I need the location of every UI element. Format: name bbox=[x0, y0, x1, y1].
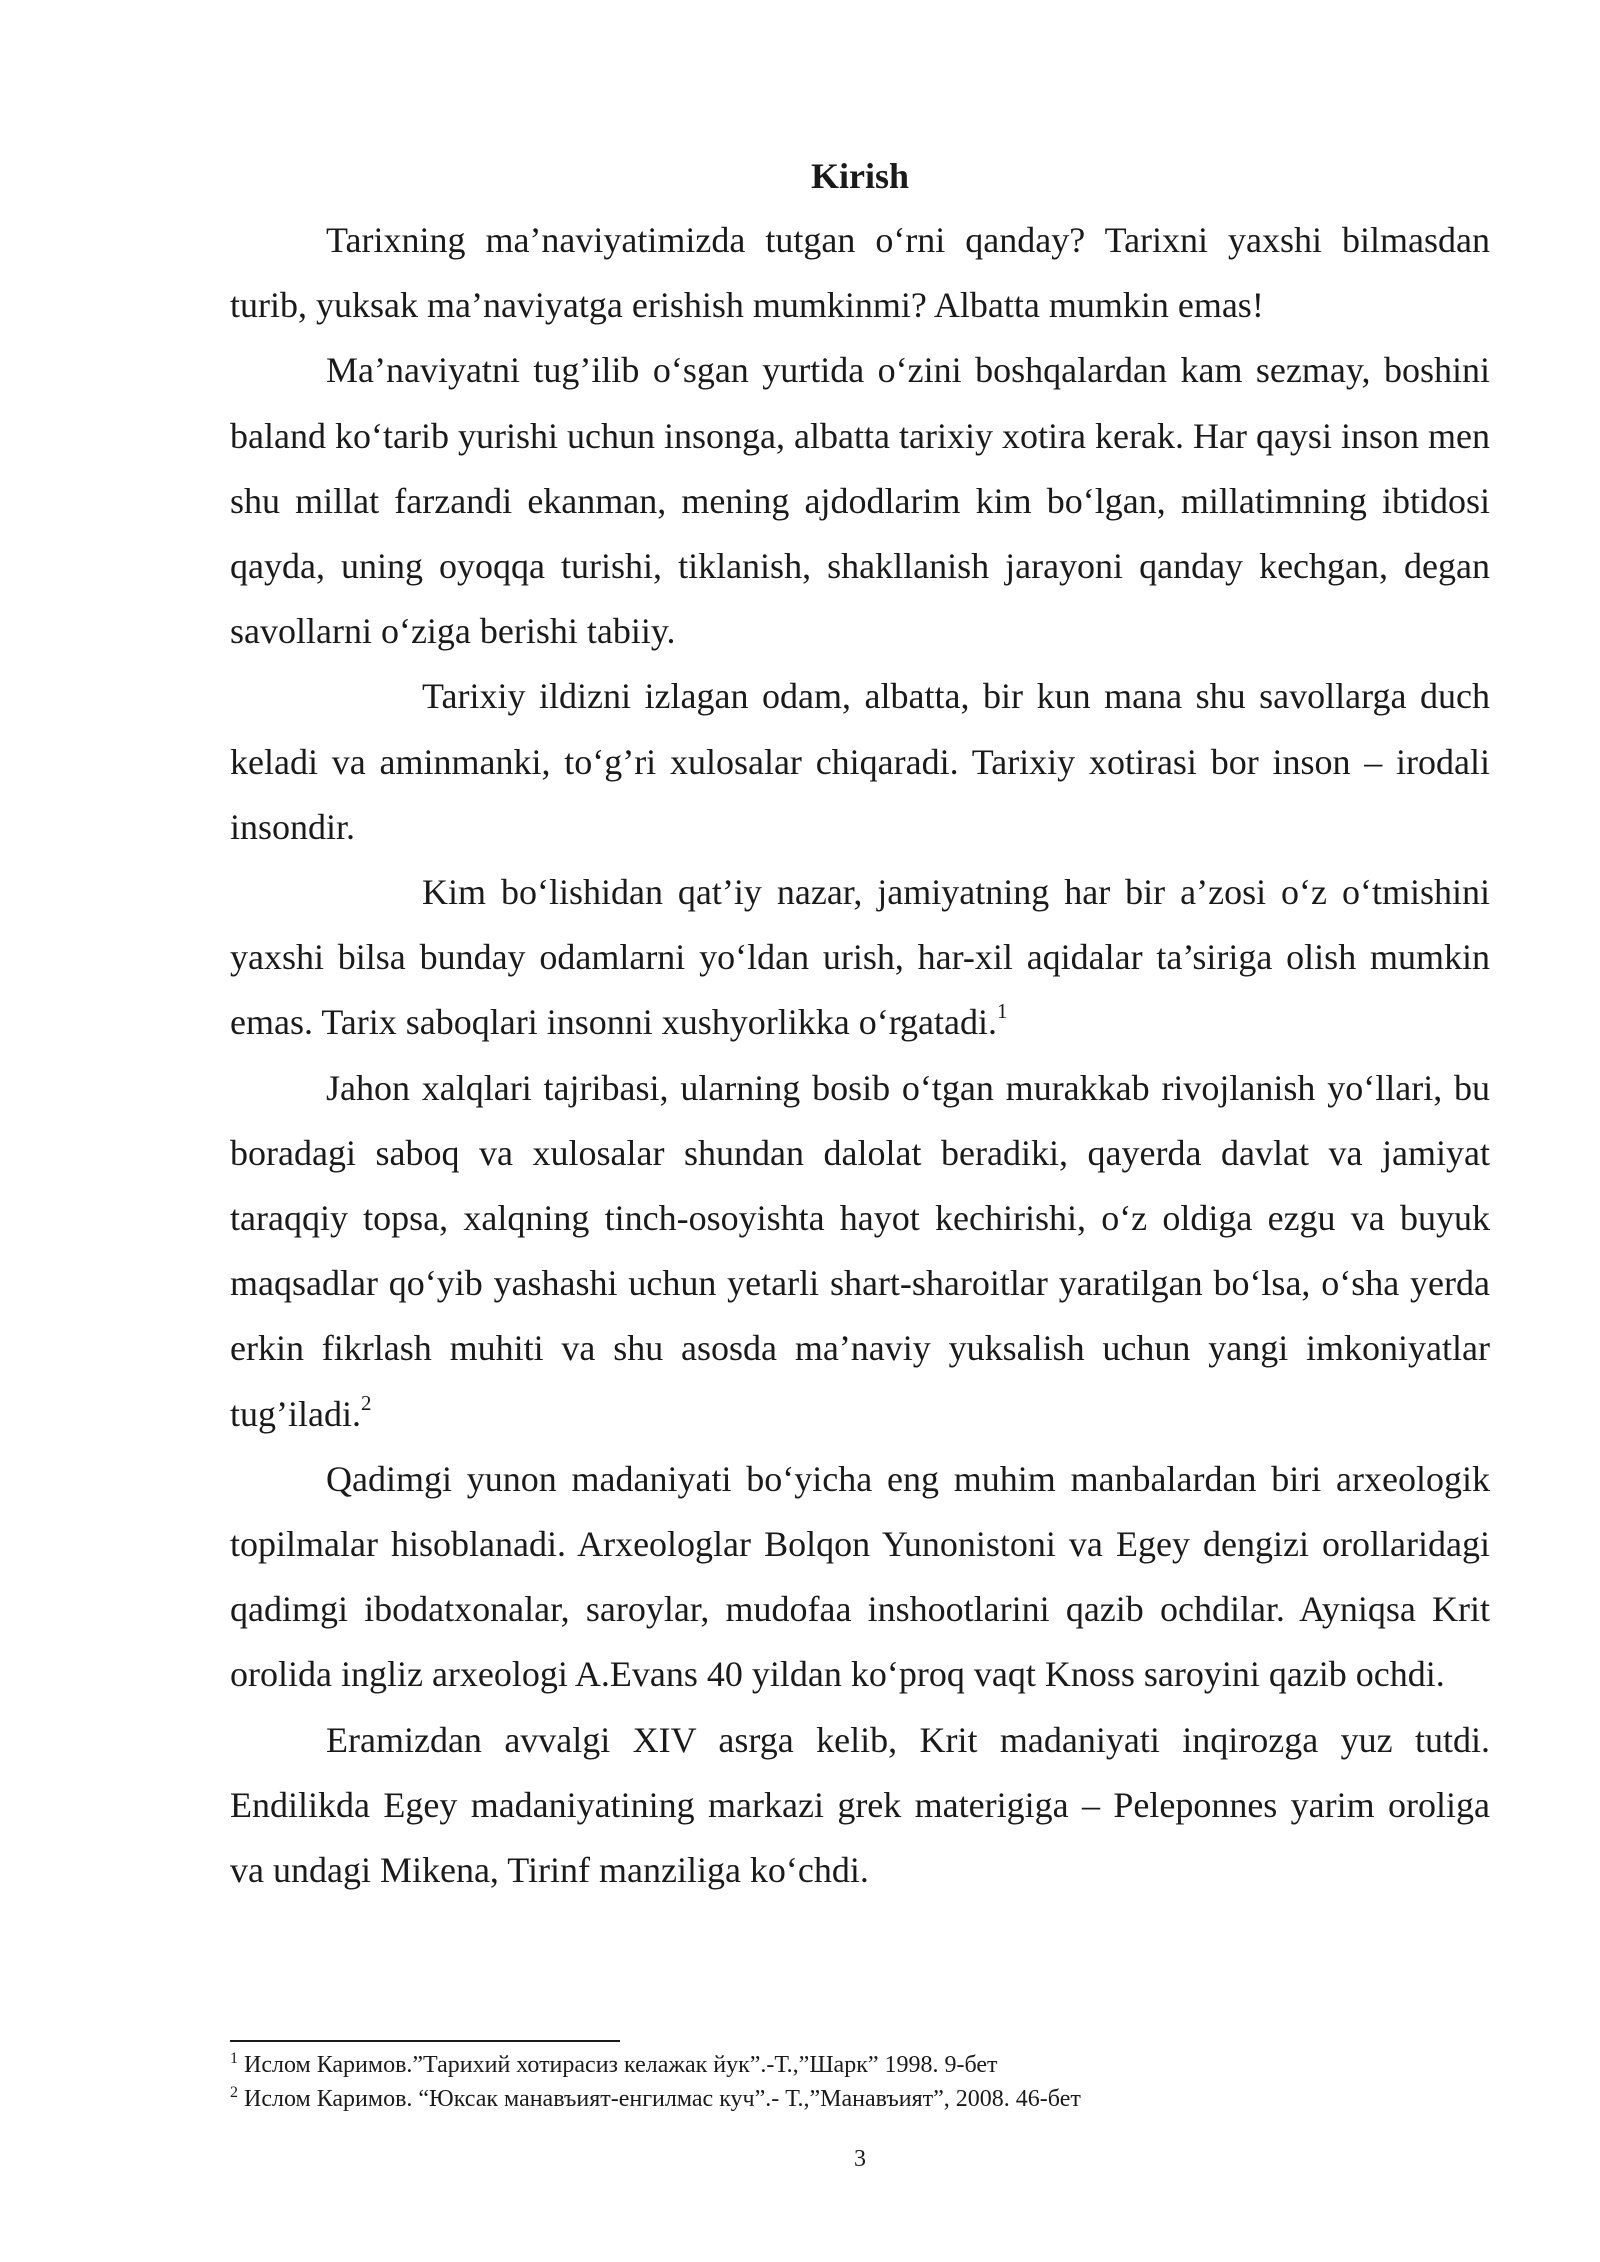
footnote-mark: 1 bbox=[230, 2050, 238, 2067]
footnote-separator bbox=[230, 2040, 620, 2042]
page-title: Kirish bbox=[810, 156, 909, 196]
footnote-reference[interactable]: 2 bbox=[360, 1390, 372, 1415]
footnote-reference[interactable]: 1 bbox=[997, 999, 1008, 1024]
paragraph-text: Kim bo‘lishidan qat’iy nazar, jamiyatning har bir a’zosi o‘z o‘tmishini yaxshi bilsa bunday odamlarni yo‘ldan urish, har-xil aqidalar ta’siriga olish mumkin emas. Tarix saboqlari insonni xushyorlikka o‘rgatadi. bbox=[230, 872, 1490, 1043]
footnote bbox=[230, 2048, 1490, 2082]
body-text bbox=[230, 208, 1490, 1903]
paragraph-text: Tarixning ma’naviyatimizda tutgan o‘rni qanday? Tarixni yaxshi bilmasdan turib, yuksak ma’naviyatga erishish mumkinmi? Albatta mumkin emas! bbox=[230, 220, 1490, 326]
footnote-mark: 2 bbox=[230, 2084, 238, 2101]
footnote-text: Ислом Каримов.”Тарихий хотирасиз келажак йук”.-Т.,”Шарк” 1998. 9-бет bbox=[244, 2052, 998, 2078]
footnote bbox=[230, 2082, 1490, 2116]
paragraph-text: Ma’naviyatni tug’ilib o‘sgan yurtida o‘zini boshqalardan kam sezmay, boshini baland ko‘tarib yurishi uchun insonga, albatta tarixiy xotira kerak. Har qaysi inson men shu millat farzandi ekanman, mening ajdodlarim kim bo‘lgan, millatimning ibtidosi qayda, uning oyoqqa turishi, tiklanish, shakllanish jarayoni qanday kechgan, degan savollarni o‘ziga berishi tabiiy. bbox=[230, 350, 1490, 652]
paragraph-text: Qadimgi yunon madaniyati bo‘yicha eng muhim manbalardan biri arxeologik topilmalar hisoblanadi. Arxeologlar Bolqon Yunonistoni va Egey dengizi orollaridagi qadimgi ibodatxonalar, saroylar, mudofaa inshootlarini qazib ochdilar. Ayniqsa Krit orolida ingliz arxeologi A.Evans 40 yildan ko‘proq vaqt Knoss saroyini qazib ochdi. bbox=[230, 1458, 1490, 1695]
paragraph bbox=[230, 1708, 1490, 1904]
paragraph bbox=[230, 338, 1490, 664]
paragraph bbox=[230, 1447, 1490, 1708]
paragraph bbox=[230, 860, 1490, 1056]
paragraph-text: Eramizdan avvalgi XIV asrga kelib, Krit madaniyati inqirozga yuz tutdi. Endilikda Egey madaniyatining markazi grek materigiga – Peleponnes yarim oroliga va undagi Mikena, Tirinf manziliga ko‘chdi. bbox=[230, 1719, 1490, 1891]
paragraph-text: Tarixiy ildizni izlagan odam, albatta, bir kun mana shu savollarga duch keladi va aminmanki, to‘g’ri xulosalar chiqaradi. Tarixiy xotirasi bor inson – irodali insondir. bbox=[230, 676, 1490, 847]
paragraph bbox=[230, 1056, 1490, 1447]
footnote-text: Ислом Каримов. “Юксак манавъият-енгилмас куч”.- Т.,”Манавъият”, 2008. 46-бет bbox=[244, 2086, 1081, 2112]
paragraph-text: Jahon xalqlari tajribasi, ularning bosib o‘tgan murakkab rivojlanish yo‘llari, bu boradagi saboq va xulosalar shundan dalolat beradiki, qayerda davlat va jamiyat taraqqiy topsa, xalqning tinch-osoyishta hayot kechirishi, o‘z oldiga ezgu va buyuk maqsadlar qo‘yib yashashi uchun yetarli shart-sharoitlar yaratilgan bo‘lsa, o‘sha yerda erkin fikrlash muhiti va shu asosda ma’naviy yuksalish uchun yangi imkoniyatlar tug’iladi. bbox=[230, 1067, 1490, 1434]
page-number: 3 bbox=[854, 2146, 866, 2172]
paragraph bbox=[230, 208, 1490, 338]
paragraph bbox=[230, 664, 1490, 860]
footnotes bbox=[230, 2048, 1490, 2116]
